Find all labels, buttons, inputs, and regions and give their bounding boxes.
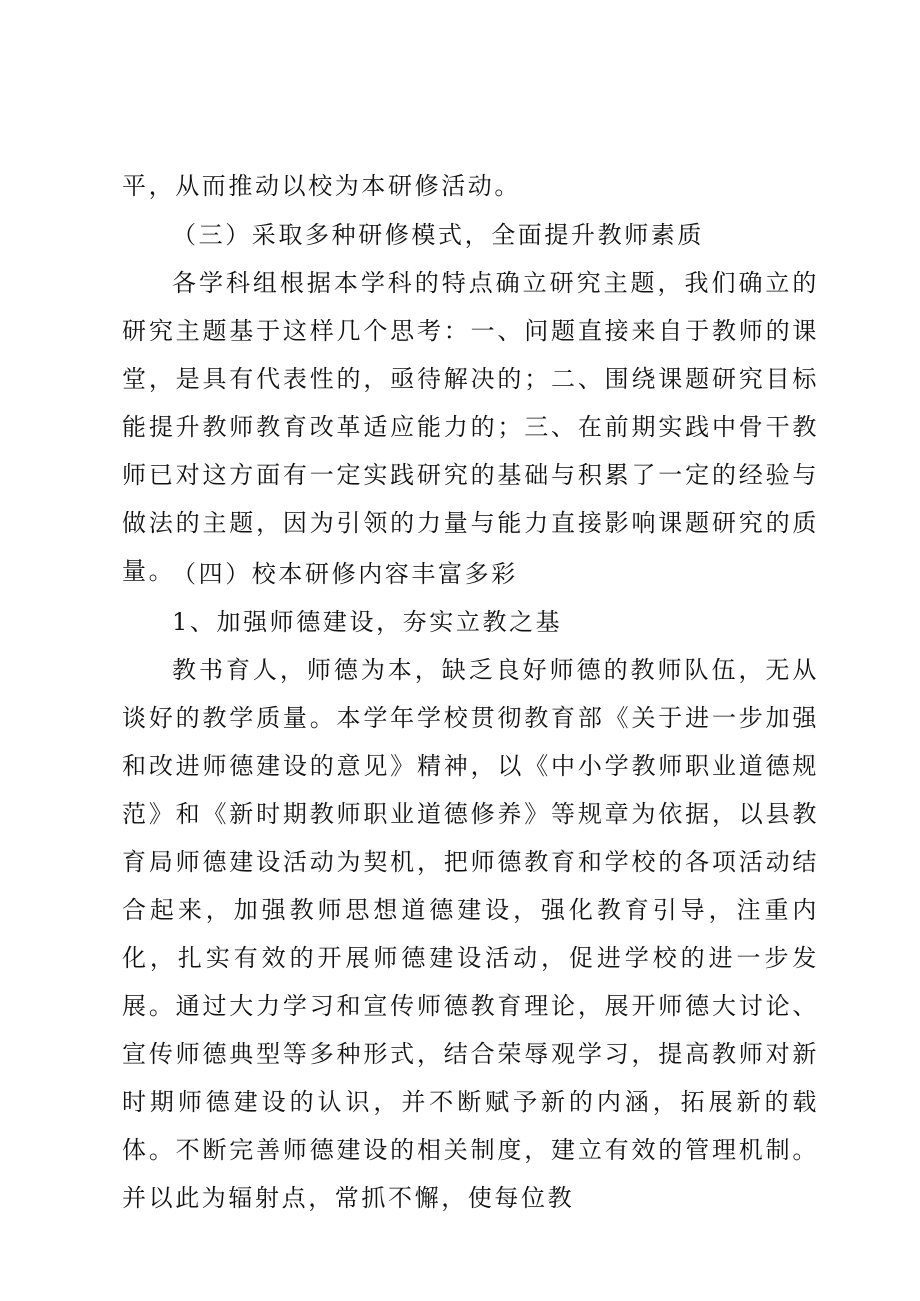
- paragraph-research-topics: 各学科组根据本学科的特点确立研究主题，我们确立的研究主题基于这样几个思考：一、问题直接来自于教师的课堂，是具有代表性的，亟待解决的；二、围绕课题研究目标能提升教师教育改革适应能力的；三、在前期实践中骨干教师已对这方面有一定实践研究的基础与积累了一定的经验与做法的主题，因为引领的力量与能力直接影响课题研究的质量。: [122, 269, 819, 585]
- section-heading-4: （四）校本研修内容丰富多彩: [172, 560, 518, 588]
- paragraph-teacher-ethics: 教书育人，师德为本，缺乏良好师德的教师队伍，无从谈好的教学质量。本学年学校贯彻教育部《关于进一步加强和改进师德建设的意见》精神，以《中小学教师职业道德规范》和《新时期教师职业道德修养》等规章为依据，以县教育局师德建设活动为契机，把师德教育和学校的各项活动结合起来，加强教师思想道德建设，强化教育引导，注重内化，扎实有效的开展师德建设活动，促进学校的进一步发展。通过大力学习和宣传师德教育理论，展开师德大讨论、宣传师德典型等多种形式，结合荣辱观学习，提高教师对新时期师德建设的认识，并不断赋予新的内涵，拓展新的载体。不断完善师德建设的相关制度，建立有效的管理机制。并以此为辐射点，常抓不懈，使每位教: [122, 656, 819, 1212]
- subsection-heading-4-1: 1、加强师德建设，夯实立教之基: [172, 608, 563, 636]
- section-heading-3: （三）采取多种研修模式，全面提升教师素质: [172, 221, 704, 249]
- paragraph-continuation: 平，从而推动以校为本研修活动。: [122, 172, 521, 200]
